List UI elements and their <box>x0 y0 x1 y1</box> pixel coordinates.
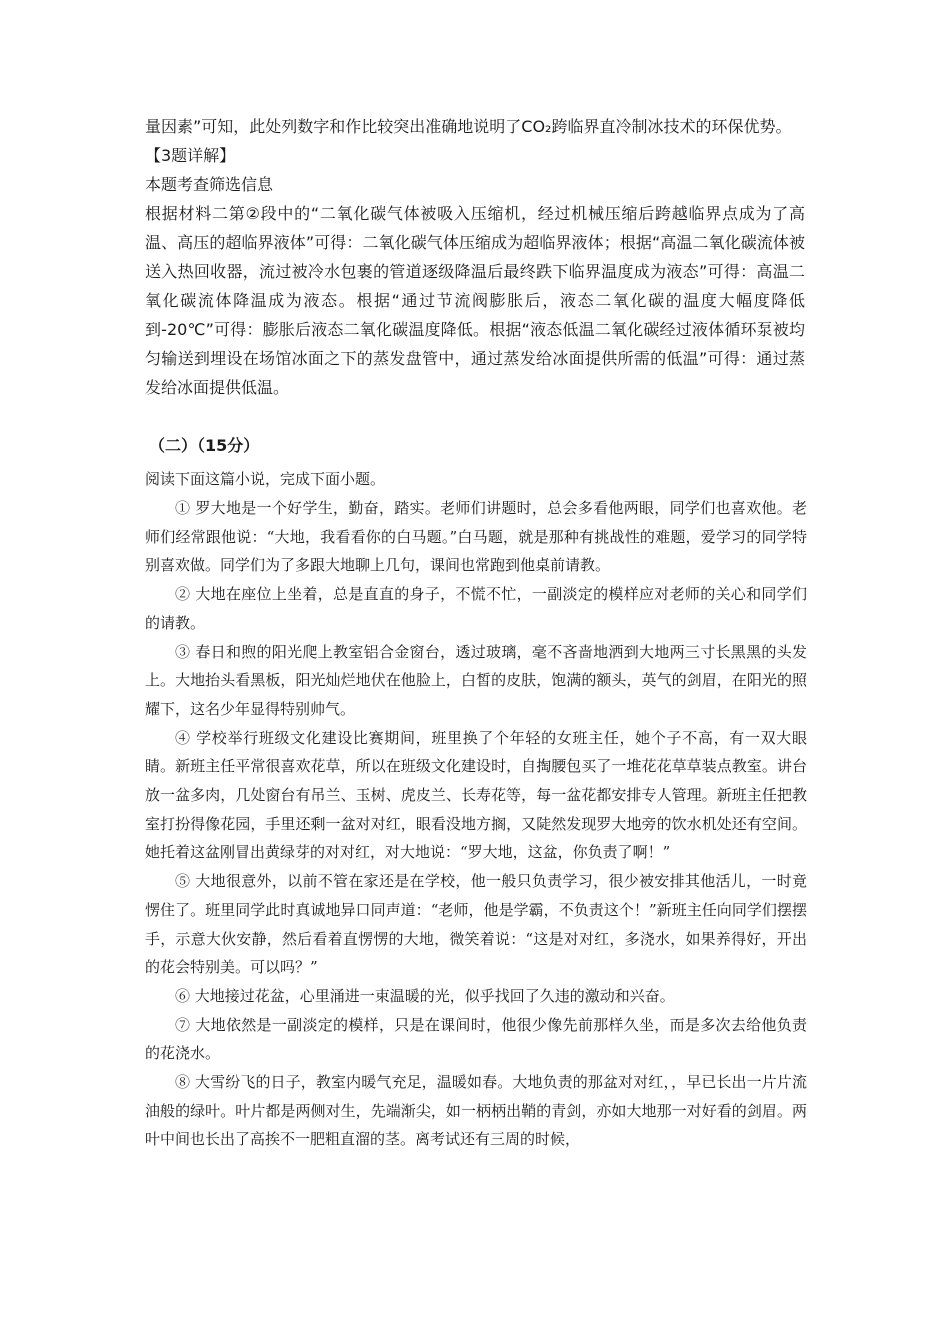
story-paragraph: ⑤ 大地很意外，以前不管在家还是在学校，他一般只负责学习，很少被安排其他活儿，一时竟愣住了。班里同学此时真诚地异口同声道：“老师，他是学霸，不负责这个！”新班主任向同学们摆摆手，示意大伙安静，然后看着直愣愣的大地，微笑着说：“这是对对红，多浇水，如果养得好，开出的花会特别美。可以吗？” <box>145 872 807 977</box>
story-text <box>145 494 807 1154</box>
section-intro: 阅读下面这篇小说，完成下面小题。 <box>145 470 386 488</box>
story-paragraph: ⑧ 大雪纷飞的日子，教室内暖气充足，温暖如春。大地负责的那盆对对红，，早已长出一片片流油般的绿叶。叶片都是两侧对生，先端渐尖，如一柄柄出鞘的青剑，亦如大地那一对好看的剑眉。两叶中间也长出了高挨不一肥粗直溜的茎。离考试还有三周的时候， <box>145 1073 807 1149</box>
q3-header: 【3题详解】 <box>145 146 236 165</box>
q2-explanation-continuation: 量因素”可知，此处列数字和作比较突出准确地说明了CO₂跨临界直冷制冰技术的环保优势。 <box>145 117 792 136</box>
story-paragraph: ② 大地在座位上坐着，总是直直的身子，不慌不忙，一副淡定的模样应对老师的关心和同学们的请教。 <box>145 585 807 632</box>
answer-explanation <box>145 112 805 402</box>
q3-explanation: 根据材料二第②段中的“二氧化碳气体被吸入压缩机，经过机械压缩后跨越临界点成为了高温、高压的超临界液体”可得：二氧化碳气体压缩成为超临界液体；根据“高温二氧化碳流体被送入热回收器，流过被冷水包裹的管道逐级降温后最终跌下临界温度成为液态”可得：高温二氧化碳流体降温成为液态。根据“通过节流阀膨胀后，液态二氧化碳的温度大幅度降低到-20℃”可得：膨胀后液态二氧化碳温度降低。根据“液态低温二氧化碳经过液体循环泵被均匀输送到埋设在场馆冰面之下的蒸发盘管中，通过蒸发给冰面提供所需的低温”可得：通过蒸发给冰面提供低温。 <box>145 204 805 397</box>
story-paragraph: ④ 学校举行班级文化建设比赛期间，班里换了个年轻的女班主任，她个子不高，有一双大眼睛。新班主任平常很喜欢花草，所以在班级文化建设时，自掏腰包买了一堆花花草草装点教室。讲台放一盆多肉，几处窗台有吊兰、玉树、虎皮兰、长寿花等，每一盆花都安排专人管理。新班主任把教室打扮得像花园，手里还剩一盆对对红，眼看没地方搁，又陡然发现罗大地旁的饮水机处还有空间。她托着这盆刚冒出黄绿芽的对对红，对大地说：“罗大地，这盆，你负责了啊！” <box>145 728 807 862</box>
story-paragraph: ⑦ 大地依然是一副淡定的模样，只是在课间时，他很少像先前那样久坐，而是多次去给他负责的花浇水。 <box>145 1015 807 1063</box>
section-title: （二）（15分） <box>149 436 260 455</box>
story-paragraph: ③ 春日和煦的阳光爬上教室铝合金窗台，透过玻璃，毫不吝啬地洒到大地两三寸长黑黑的头发上。大地抬头看黑板，阳光灿烂地伏在他脸上，白皙的皮肤，饱满的额头，英气的剑眉，在阳光的照耀下，这名少年显得特别帅气。 <box>145 642 807 718</box>
q3-topic: 本题考查筛选信息 <box>145 175 274 194</box>
story-paragraph: ⑥ 大地接过花盆，心里涌进一束温暖的光，似乎找回了久违的激动和兴奋。 <box>175 986 675 1005</box>
story-paragraph: ① 罗大地是一个好学生，勤奋，踏实。老师们讲题时，总会多看他两眼，同学们也喜欢他。老师们经常跟他说：“大地，我看看你的白马题。”白马题，就是那种有挑战性的难题，爱学习的同学特别喜欢做。同学们为了多跟大地聊上几句，课间也常跑到他桌前请教。 <box>145 499 807 575</box>
